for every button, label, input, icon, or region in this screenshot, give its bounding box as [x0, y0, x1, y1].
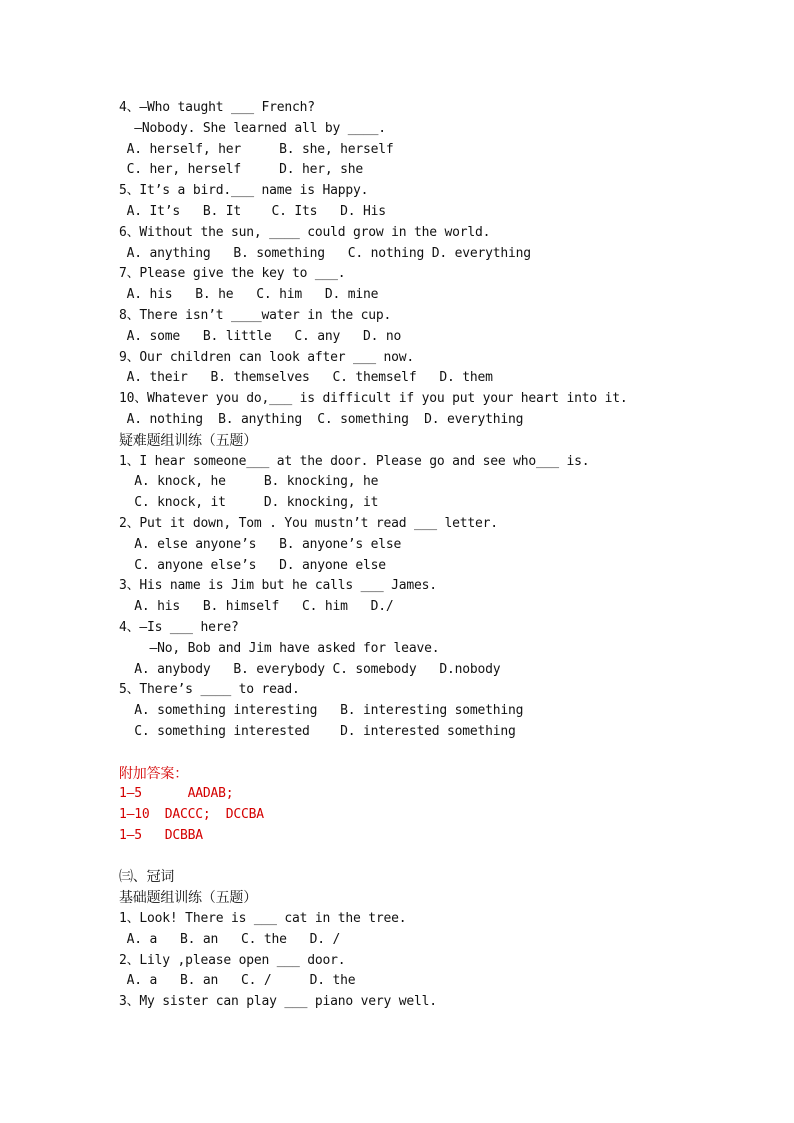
- question-line: 3、His name is Jim but he calls ___ James.: [119, 578, 437, 594]
- question-line: 9、Our children can look after ___ now.: [119, 349, 414, 365]
- question-line: 7、Please give the key to ___.: [119, 266, 346, 282]
- question-line: C. knock, it D. knocking, it: [119, 495, 379, 511]
- answer-line: 1—10 DACCC; DCCBA: [119, 807, 264, 823]
- question-line: 2、Lily ,please open ___ door.: [119, 952, 346, 968]
- question-line: 2、Put it down, Tom . You mustn’t read ___ letter.: [119, 515, 498, 531]
- question-line: —No, Bob and Jim have asked for leave.: [119, 640, 440, 656]
- blank-line: [119, 847, 759, 868]
- question-line: 10、Whatever you do,___ is difficult if you put your heart into it.: [119, 391, 628, 407]
- question-line: A. else anyone’s B. anyone’s else: [119, 536, 402, 552]
- question-line: 1、I hear someone___ at the door. Please go and see who___ is.: [119, 453, 590, 469]
- question-line: A. some B. little C. any D. no: [119, 328, 402, 344]
- answer-line: 1—5 DCBBA: [119, 827, 203, 843]
- answer-heading: 附加答案：: [119, 765, 188, 782]
- section-heading: 基础题组训练（五题）: [119, 890, 257, 907]
- question-line: A. a B. an C. the D. /: [119, 931, 341, 947]
- question-line: A. nothing B. anything C. something D. everything: [119, 411, 524, 427]
- section-heading: 疑难题组训练（五题）: [119, 432, 257, 449]
- question-line: C. something interested D. interested something: [119, 723, 516, 739]
- question-line: 3、My sister can play ___ piano very well.: [119, 994, 437, 1010]
- question-line: 1、Look! There is ___ cat in the tree.: [119, 911, 407, 927]
- question-line: 4、—Who taught ___ French?: [119, 100, 315, 115]
- question-line: 5、It’s a bird.___ name is Happy.: [119, 183, 369, 199]
- question-line: A. his B. himself C. him D./: [119, 599, 394, 615]
- exercise-content: [119, 98, 759, 1013]
- question-line: 5、There’s ____ to read.: [119, 682, 300, 698]
- question-line: C. her, herself D. her, she: [119, 162, 364, 178]
- question-line: A. herself, her B. she, herself: [119, 141, 394, 157]
- question-line: A. anything B. something C. nothing D. everything: [119, 245, 531, 261]
- question-line: A. anybody B. everybody C. somebody D.nobody: [119, 661, 501, 677]
- blank-line: [119, 743, 759, 764]
- question-line: A. knock, he B. knocking, he: [119, 474, 379, 490]
- question-line: A. their B. themselves C. themself D. them: [119, 370, 493, 386]
- question-line: 4、—Is ___ here?: [119, 619, 239, 635]
- answer-line: 1—5 AADAB;: [119, 786, 234, 802]
- section-heading: ㈢、冠词: [119, 869, 175, 886]
- question-line: A. something interesting B. interesting something: [119, 703, 524, 719]
- question-line: A. It’s B. It C. Its D. His: [119, 203, 386, 219]
- question-line: 8、There isn’t ____water in the cup.: [119, 307, 392, 323]
- question-line: —Nobody. She learned all by ____.: [119, 120, 386, 136]
- question-line: 6、Without the sun, ____ could grow in the world.: [119, 224, 491, 240]
- question-line: A. his B. he C. him D. mine: [119, 287, 379, 303]
- question-line: C. anyone else’s D. anyone else: [119, 557, 386, 573]
- question-line: A. a B. an C. / D. the: [119, 973, 356, 989]
